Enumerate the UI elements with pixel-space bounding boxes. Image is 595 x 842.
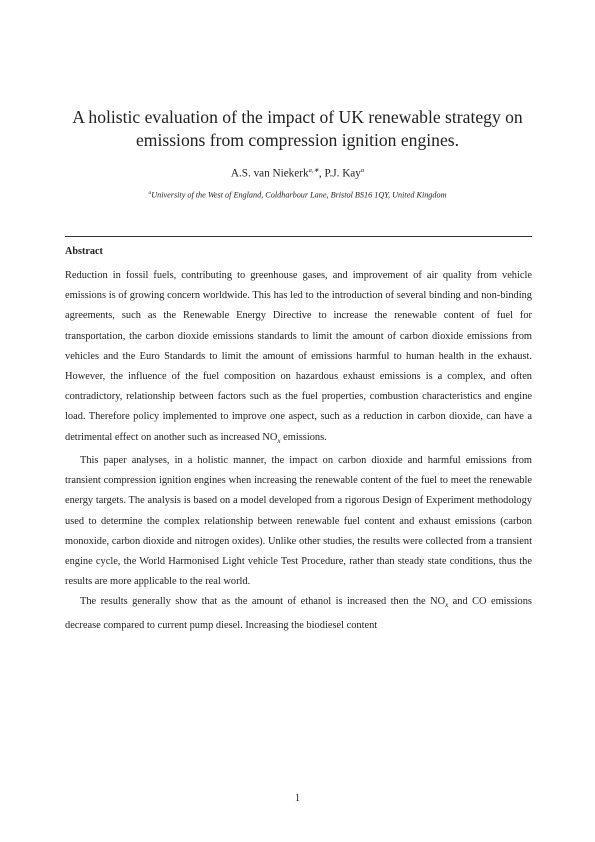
abstract-heading: Abstract (65, 246, 103, 257)
author-affiliation-mark: a (360, 167, 365, 174)
subscript-x: x (445, 601, 449, 610)
title-line-1: A holistic evaluation of the impact of UK renewable strategy on (72, 107, 523, 127)
paragraph-text: Reduction in fossil fuels, contributing to greenhouse gases, and improvement of air quality from vehicle emissions is of growing concern worldwide. This has led to the introduction of several binding and non-binding agreements, such as the Renewable Energy Directive to increase the renewable content of fuel for transportation, the carbon dioxide emissions standards to limit the amount of carbon dioxide emissions from vehicles and the Euro Standards to limit the amount of emissions harmful to human health in the exhaust. However, the influence of the fuel composition on hazardous exhaust emissions is a complex, and often contradictory, relationship between factors such as the fuel properties, combustion characteristics and engine load. Therefore policy implemented to improve one aspect, such as a reduction in carbon dioxide, can have a detrimental effect on another such as increased NO (65, 270, 532, 443)
title-line-2: emissions from compression ignition engines. (135, 130, 459, 150)
page-number: 1 (294, 793, 301, 804)
section-divider (65, 236, 532, 237)
abstract-body (65, 266, 532, 636)
affiliation-mark: a (148, 190, 152, 196)
affiliation-text: University of the West of England, Coldharbour Lane, Bristol BS16 1QY, United Kingdom (151, 190, 447, 200)
author-affiliation-mark: a,∗ (308, 167, 319, 174)
author-separator: , (318, 167, 325, 180)
abstract-paragraph-2: This paper analyses, in a holistic manner, the impact on carbon dioxide and harmful emissions from transient compression ignition engines when increasing the renewable content of the fuel to meet the renewable energy targets. The analysis is based on a model developed from a rigorous Design of Experiment methodology used to determine the complex relationship between renewable fuel content and exhaust emissions (carbon monoxide, carbon dioxide and nitrogen oxides). Unlike other studies, the results were collected from a transient engine cycle, the World Harmonised Light vehicle Test Procedure, rather than steady state conditions, thus the results are more applicable to the real world. (65, 454, 532, 588)
author-name: P.J. Kay (324, 167, 361, 180)
paragraph-text: The results generally show that as the amount of ethanol is increased then the NO (80, 596, 446, 608)
paragraph-text: emissions. (280, 431, 327, 443)
author-name: A.S. van Niekerk (230, 167, 309, 180)
abstract-paragraph-1 (65, 266, 532, 451)
subscript-x: x (277, 436, 281, 445)
paragraph-text: and CO emissions decrease compared to current pump diesel. Increasing the biodiesel content (65, 596, 532, 631)
abstract-paragraph-3 (65, 592, 532, 635)
paper-title (40, 106, 555, 152)
author-list (40, 166, 555, 180)
affiliation (40, 190, 555, 200)
